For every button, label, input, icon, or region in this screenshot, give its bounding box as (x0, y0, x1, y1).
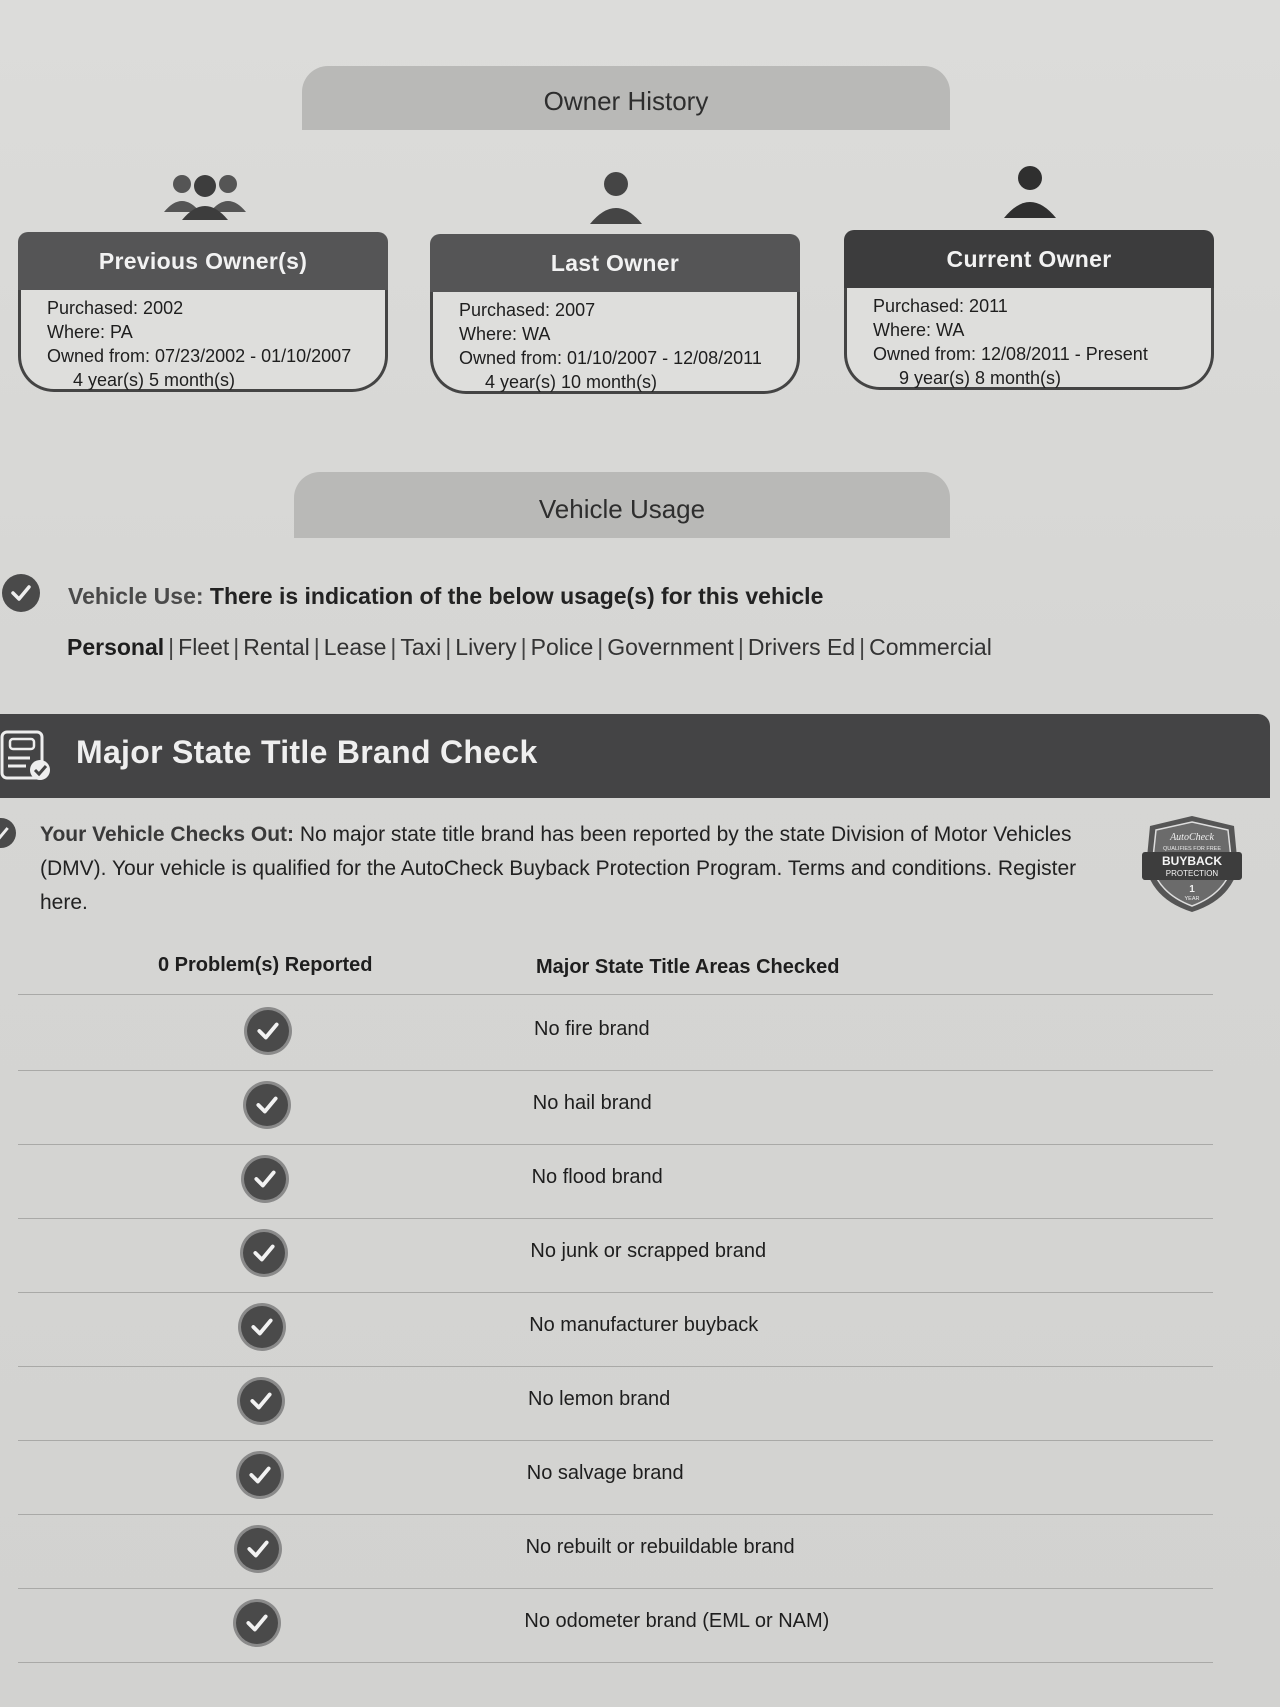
row-divider (18, 1662, 1213, 1663)
usage-item-taxi: Taxi (400, 634, 442, 660)
row-divider (18, 1218, 1213, 1219)
purchased-year: Purchased: 2011 (873, 296, 1008, 316)
checkmark-icon (240, 1380, 282, 1422)
purchase-state: Where: PA (47, 322, 133, 342)
badge-qualified: QUALIFIES FOR FREE (1162, 846, 1222, 852)
checkmark-icon (237, 1528, 279, 1570)
table-divider (18, 994, 1213, 995)
badge-year-label: YEAR (1184, 896, 1200, 902)
usage-item-fleet: Fleet (178, 634, 230, 660)
checkmark-icon (2, 574, 40, 612)
checkmark-icon (236, 1602, 278, 1644)
brand-check-item: No salvage brand (526, 1462, 684, 1484)
badge-brand: AutoCheck (1170, 832, 1214, 843)
row-divider (18, 1144, 1213, 1145)
badge-line1: BUYBACK (1162, 854, 1222, 868)
row-divider (18, 1514, 1213, 1515)
purchased-year: Purchased: 2002 (47, 298, 184, 318)
person-icon (1000, 164, 1060, 220)
checkmark-icon (246, 1084, 288, 1126)
purchase-state: Where: WA (873, 320, 965, 340)
badge-years: 1 (1189, 884, 1195, 895)
brand-check-item: No junk or scrapped brand (530, 1240, 767, 1262)
row-divider (18, 1440, 1213, 1441)
brand-check-title: Major State Title Brand Check (76, 734, 538, 770)
usage-item-rental: Rental (243, 634, 310, 660)
vehicle-usage-tab (294, 472, 950, 538)
usage-item-lease: Lease (323, 634, 387, 660)
usage-item-personal: Personal (67, 634, 165, 660)
usage-item-police: Police (530, 634, 594, 660)
row-divider (18, 1366, 1213, 1367)
checkmark-icon (239, 1454, 281, 1496)
vehicle-usage-title: Vehicle Usage (538, 494, 706, 524)
vehicle-use-label: Vehicle Use: (68, 583, 204, 609)
checks-out-text: No major state title brand has been reported by the state Division of Motor Vehicles (DMV). Your vehicle is qualified for the AutoCheck Buyback Protection Program. Terms and conditions. Register here. (40, 823, 1077, 914)
vehicle-use-heading (68, 583, 823, 610)
vehicle-use-statement: There is indication of the below usage(s) for this vehicle (209, 583, 824, 609)
brand-check-item: No odometer brand (EML or NAM) (524, 1610, 830, 1632)
ownership-dates: Owned from: 07/23/2002 - 01/10/2007 (47, 346, 352, 366)
purchase-state: Where: WA (459, 324, 551, 344)
checkmark-icon (243, 1232, 285, 1274)
current-owner-card (844, 230, 1214, 400)
checkmark-icon (0, 818, 16, 848)
brand-check-item: No lemon brand (528, 1388, 671, 1410)
row-divider (18, 1070, 1213, 1071)
ownership-duration: 4 year(s) 5 month(s) (73, 370, 236, 390)
ownership-duration: 4 year(s) 10 month(s) (485, 372, 658, 392)
usage-list: Personal | Fleet | Rental | Lease | Taxi | Livery | Police | Government | Drivers Ed | Commercial (67, 634, 992, 660)
usage-item-livery: Livery (455, 634, 517, 660)
checkmark-icon (247, 1010, 289, 1052)
badge-line2: PROTECTION (1165, 869, 1219, 878)
previous-owner-heading: Previous Owner(s) (18, 232, 388, 290)
group-icon (160, 172, 250, 222)
person-icon (586, 170, 646, 226)
brand-check-item: No hail brand (532, 1092, 652, 1114)
previous-owner-card (18, 232, 388, 402)
brand-check-item: No rebuilt or rebuildable brand (525, 1536, 795, 1558)
owner-history-title: Owner History (543, 86, 709, 116)
owner-history-tab (302, 66, 950, 130)
row-divider (18, 1292, 1213, 1293)
problems-reported-header: 0 Problem(s) Reported (158, 954, 373, 976)
ownership-dates: Owned from: 01/10/2007 - 12/08/2011 (459, 348, 762, 368)
checks-out-label: Your Vehicle Checks Out: (40, 823, 295, 846)
usage-item-government: Government (607, 634, 734, 660)
areas-checked-header: Major State Title Areas Checked (536, 956, 840, 978)
checkmark-icon (241, 1306, 283, 1348)
ownership-dates: Owned from: 12/08/2011 - Present (873, 344, 1148, 364)
ownership-duration: 9 year(s) 8 month(s) (899, 368, 1062, 388)
title-checklist-icon (0, 730, 54, 784)
brand-check-item: No manufacturer buyback (529, 1314, 759, 1336)
usage-item-drivers-ed: Drivers Ed (747, 634, 856, 660)
row-divider (18, 1588, 1213, 1589)
brand-check-item: No fire brand (534, 1018, 650, 1040)
current-owner-heading: Current Owner (844, 230, 1214, 288)
last-owner-card (430, 234, 800, 404)
brand-check-summary (40, 818, 1100, 920)
brand-check-header (0, 714, 1270, 798)
last-owner-heading: Last Owner (430, 234, 800, 292)
brand-check-item: No flood brand (531, 1166, 663, 1188)
usage-item-commercial: Commercial (869, 634, 992, 660)
purchased-year: Purchased: 2007 (459, 300, 596, 320)
buyback-protection-badge (1140, 812, 1244, 916)
checkmark-icon (244, 1158, 286, 1200)
